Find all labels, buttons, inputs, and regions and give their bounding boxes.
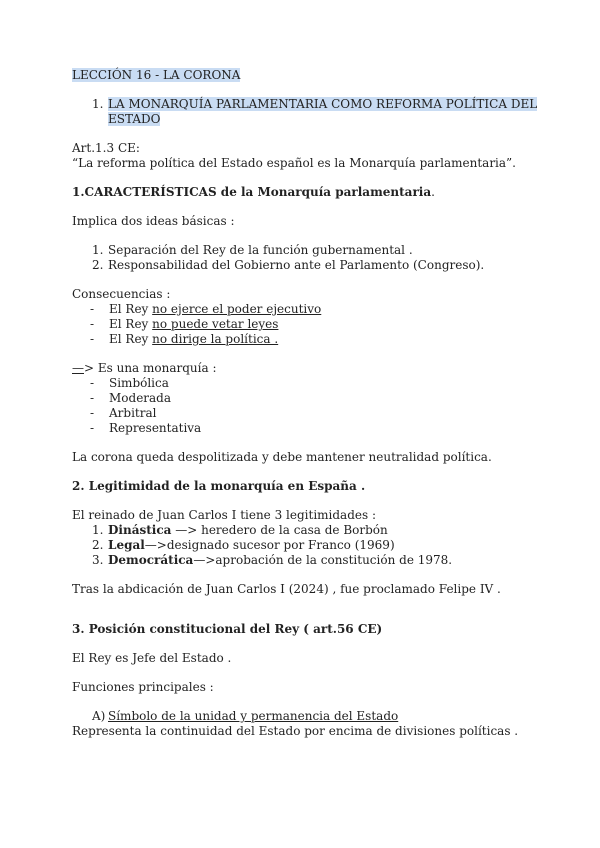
list-item-number: 1.	[92, 243, 104, 257]
list-item-prefix: El Rey	[109, 332, 153, 346]
consequences-label: Consecuencias :	[72, 287, 171, 301]
list-item-text: Representativa	[109, 421, 202, 435]
list-item-bold: Dinástica	[108, 523, 172, 537]
list-item	[72, 523, 542, 538]
list-item-underlined: no dirige la política .	[152, 332, 279, 346]
list-item-underlined: no puede vetar leyes	[152, 317, 279, 331]
list-item-text: —>designado sucesor por Franco (1969)	[144, 538, 395, 552]
function-a-text: Símbolo de la unidad y permanencia del Estado	[108, 709, 399, 723]
monarchy-type-label	[72, 361, 542, 376]
legitimacy-intro: El reinado de Juan Carlos I tiene 3 legitimidades :	[72, 508, 377, 522]
list-item	[72, 317, 542, 332]
legitimacy-heading: 2. Legitimidad de la monarquía en España .	[72, 479, 366, 493]
article-quote: “La reforma política del Estado español es la Monarquía parlamentaria”.	[72, 156, 516, 170]
position-heading: 3. Posición constitucional del Rey ( art.56 CE)	[72, 622, 383, 636]
section-1-number: 1.	[92, 97, 104, 111]
list-item-text: —> heredero de la casa de Borbón	[171, 523, 388, 537]
function-a-description: Representa la continuidad del Estado por encima de divisiones políticas .	[72, 724, 519, 738]
list-item-bold: Legal	[108, 538, 145, 552]
functions-label: Funciones principales :	[72, 680, 214, 694]
list-item-dash: -	[90, 376, 95, 390]
list-item-dash: -	[90, 332, 95, 346]
function-a	[72, 709, 542, 724]
list-item-text: Arbitral	[109, 406, 157, 420]
characteristics-intro: Implica dos ideas básicas :	[72, 214, 235, 228]
list-item	[72, 553, 542, 568]
list-item-number: 3.	[92, 553, 104, 567]
list-item	[72, 376, 542, 391]
list-item	[72, 421, 542, 436]
list-item	[72, 538, 542, 553]
list-item	[72, 302, 542, 317]
section-1-heading-text: LA MONARQUÍA PARLAMENTARIA COMO REFORMA POLÍTICA DEL ESTADO	[108, 97, 538, 126]
list-item-text: —>aprobación de la constitución de 1978.	[193, 553, 453, 567]
list-item	[72, 332, 542, 347]
abdication-text: Tras la abdicación de Juan Carlos I (2024) , fue proclamado Felipe IV .	[72, 582, 501, 596]
list-item	[72, 258, 542, 273]
list-item-dash: -	[90, 391, 95, 405]
lesson-title-text: LECCIÓN 16 - LA CORONA	[72, 68, 241, 82]
list-item-underlined: no ejerce el poder ejecutivo	[152, 302, 322, 316]
list-item-bold: Democrática	[108, 553, 194, 567]
list-item-text: Moderada	[109, 391, 172, 405]
monarchy-type-text: > Es una monarquía :	[84, 361, 217, 375]
list-item	[72, 243, 542, 258]
characteristics-heading-bold: 1.CARACTERÍSTICAS de la Monarquía parlamentaria	[72, 185, 432, 199]
characteristics-heading-end: .	[431, 185, 435, 199]
list-item-text: Responsabilidad del Gobierno ante el Parlamento (Congreso).	[108, 258, 485, 272]
list-item-number: 2.	[92, 538, 104, 552]
list-item-text: Simbólica	[109, 376, 169, 390]
list-item-dash: -	[90, 317, 95, 331]
section-1-heading	[72, 97, 542, 127]
list-item-number: 1.	[92, 523, 104, 537]
list-item	[72, 391, 542, 406]
head-of-state-text: El Rey es Jefe del Estado .	[72, 651, 232, 665]
document-page	[72, 68, 542, 739]
arrow-dash: —	[72, 361, 84, 375]
list-item-dash: -	[90, 406, 95, 420]
list-item	[72, 406, 542, 421]
list-item-number: 2.	[92, 258, 104, 272]
characteristics-heading	[72, 185, 542, 200]
list-item-text: Separación del Rey de la función gubernamental .	[108, 243, 413, 257]
article-ref: Art.1.3 CE:	[72, 141, 140, 155]
lesson-title	[72, 68, 542, 83]
function-a-letter: A)	[92, 709, 106, 723]
list-item-prefix: El Rey	[109, 302, 153, 316]
list-item-prefix: El Rey	[109, 317, 153, 331]
neutrality-text: La corona queda despolitizada y debe mantener neutralidad política.	[72, 450, 492, 464]
list-item-dash: -	[90, 302, 95, 316]
list-item-dash: -	[90, 421, 95, 435]
